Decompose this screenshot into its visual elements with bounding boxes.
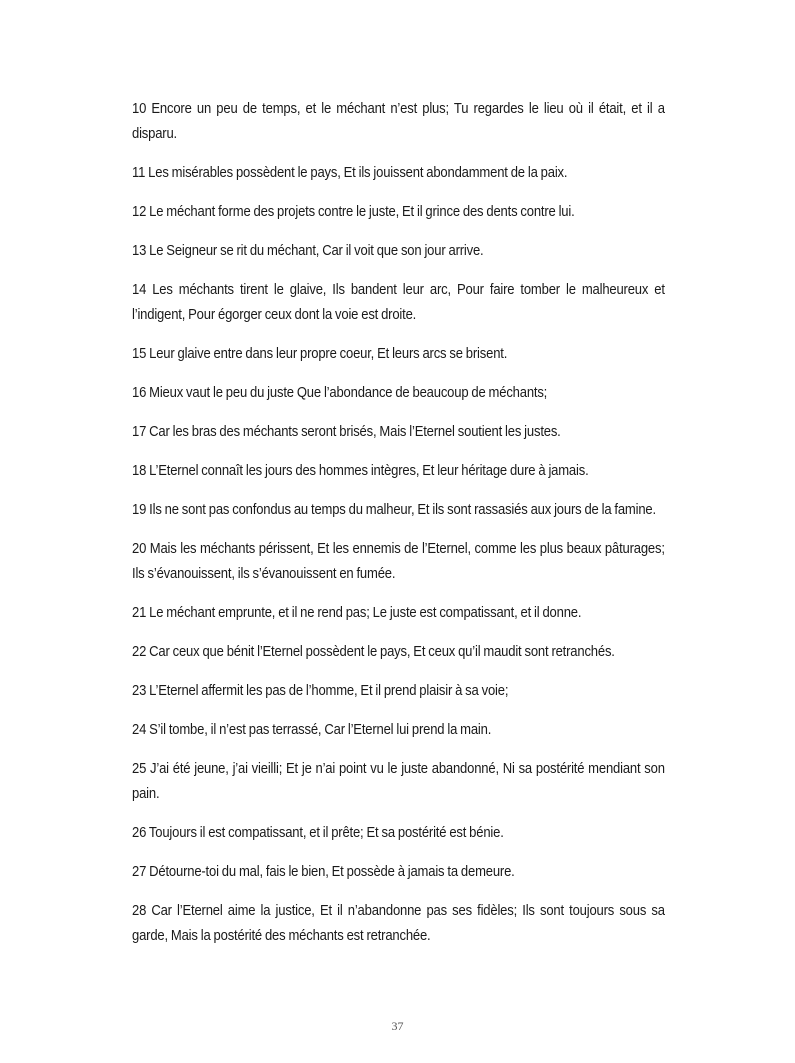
verse-11: 11 Les misérables possèdent le pays, Et ils jouissent abondamment de la paix. — [132, 165, 568, 181]
verse-21: 21 Le méchant emprunte, et il ne rend pas; Le juste est compatissant, et il donne. — [132, 605, 582, 621]
verse-15: 15 Leur glaive entre dans leur propre coeur, Et leurs arcs se brisent. — [132, 346, 508, 362]
verse-10: 10 Encore un peu de temps, et le méchant n’est plus; Tu regardes le lieu où il était, et il a disparu. — [132, 101, 665, 142]
verse-25: 25 J’ai été jeune, j’ai vieilli; Et je n’ai point vu le juste abandonné, Ni sa postérité mendiant son pain. — [132, 761, 665, 802]
page-number: 37 — [391, 1019, 404, 1033]
verse-18: 18 L’Eternel connaît les jours des hommes intègres, Et leur héritage dure à jamais. — [132, 463, 589, 479]
verse-14: 14 Les méchants tirent le glaive, Ils bandent leur arc, Pour faire tomber le malheureux et l’indigent, Pour égorger ceux dont la voie est droite. — [132, 282, 665, 323]
verse-23: 23 L’Eternel affermit les pas de l’homme, Et il prend plaisir à sa voie; — [132, 683, 509, 699]
verse-19: 19 Ils ne sont pas confondus au temps du malheur, Et ils sont rassasiés aux jours de la famine. — [132, 502, 656, 518]
verse-13: 13 Le Seigneur se rit du méchant, Car il voit que son jour arrive. — [132, 243, 484, 259]
verse-28: 28 Car l’Eternel aime la justice, Et il n’abandonne pas ses fidèles; Ils sont toujours sous sa garde, Mais la postérité des méchants est retranchée. — [132, 903, 665, 944]
verse-16: 16 Mieux vaut le peu du juste Que l’abondance de beaucoup de méchants; — [132, 385, 548, 401]
verse-27: 27 Détourne-toi du mal, fais le bien, Et possède à jamais ta demeure. — [132, 864, 515, 880]
verse-26: 26 Toujours il est compatissant, et il prête; Et sa postérité est bénie. — [132, 825, 504, 841]
verse-list — [132, 97, 665, 963]
verse-24: 24 S’il tombe, il n’est pas terrassé, Car l’Eternel lui prend la main. — [132, 722, 492, 738]
verse-20: 20 Mais les méchants périssent, Et les ennemis de l’Eternel, comme les plus beaux pâturages; Ils s’évanouissent, ils s’évanouissent en fumée. — [132, 541, 665, 582]
verse-17: 17 Car les bras des méchants seront brisés, Mais l’Eternel soutient les justes. — [132, 424, 561, 440]
verse-22: 22 Car ceux que bénit l’Eternel possèdent le pays, Et ceux qu’il maudit sont retranchés. — [132, 644, 615, 660]
verse-12: 12 Le méchant forme des projets contre le juste, Et il grince des dents contre lui. — [132, 204, 575, 220]
